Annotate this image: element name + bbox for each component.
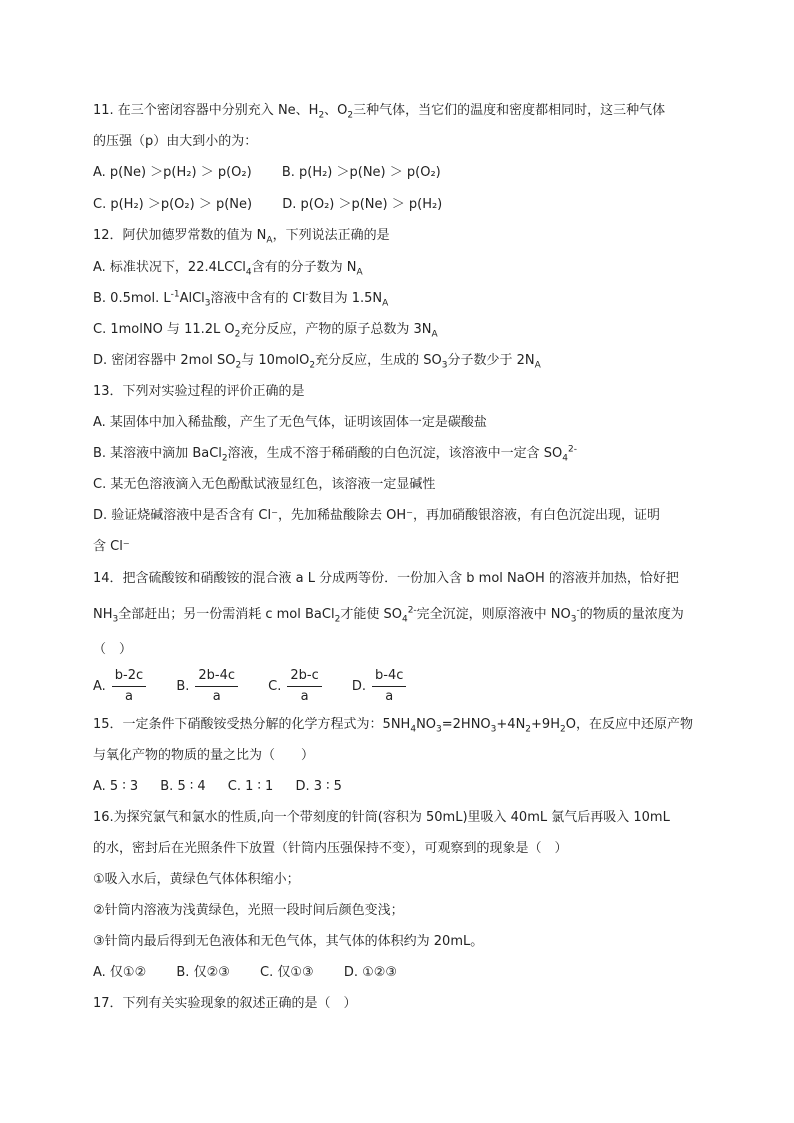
- q11-options-cd: [93, 195, 468, 215]
- q16-stem-line1: 16.为探究氯气和氯水的性质,向一个带刻度的针筒(容积为 50mL)里吸入 40mL 氯气后再吸入 10mL: [93, 810, 670, 825]
- q13-option-b: B. 某溶液中滴加 BaCl$_2$溶液，生成不溶于稀硝酸的白色沉淀，该溶液中一定含 $SO_4^{2-}$: [93, 444, 577, 464]
- q11-options-ab: [93, 163, 467, 183]
- q14-option-d: D. $\frac{b-4c}{a}$: [352, 668, 433, 705]
- q15-option-c: C. 1 ∶ 1: [227, 779, 274, 794]
- q12-option-d: D. 密闭容器中 2mol $SO_2$与 10molO$_2$充分反应，生成的 $SO_3$分子数少于 $2N_A$: [93, 353, 541, 371]
- q12-option-a: A. 标准状况下，22.4LCCl$_4$含有的分子数为 $N_A$: [93, 260, 363, 278]
- q11-option-b: B. p(H₂) ＞p(Ne) ＞ p(O₂): [281, 165, 441, 180]
- fraction: $\frac{b-4c}{a}$: [372, 668, 406, 705]
- q16-option-c: C. 仅①③: [260, 965, 314, 980]
- q15-option-a: A. 5 ∶ 3: [93, 779, 139, 794]
- q14-blank: （ ）: [93, 642, 133, 657]
- q16-options: [93, 963, 423, 983]
- q13-option-d-line2: 含 Cl⁻: [93, 539, 130, 554]
- q16-stem-line2: 的水，密封后在光照条件下放置（针筒内压强保持不变），可观察到的现象是（ ）: [93, 841, 568, 856]
- q11-option-d: D. p(O₂) ＞p(Ne) ＞ p(H₂): [282, 197, 443, 212]
- q14-option-c: C. $\frac{2b-c}{a}$: [268, 668, 348, 705]
- fraction: $\frac{2b-c}{a}$: [287, 668, 321, 705]
- q11-option-c: C. p(H₂) ＞p(O₂) ＞ p(Ne): [93, 197, 253, 212]
- q14-option-a: A. $\frac{b-2c}{a}$: [93, 668, 172, 705]
- q15-stem-line1: 15．一定条件下硝酸铵受热分解的化学方程式为：$5NH_4NO_3=2HNO_3+4N_2+9H_2O$，在反应中还原产物: [93, 717, 693, 735]
- q14-stem-line2: $NH_3$全部赶出；另一份需消耗 c mol BaCl$_2$才能使 $SO_4^{2-}$完全沉淀，则原溶液中 $NO_3^-$的物质的量浓度为: [93, 605, 684, 625]
- q13-option-a: A. 某固体中加入稀盐酸，产生了无色气体，证明该固体一定是碳酸盐: [93, 415, 487, 430]
- q14-options: [93, 668, 432, 705]
- q17-stem: 17．下列有关实验现象的叙述正确的是（ ）: [93, 996, 357, 1011]
- q14-option-b: B. $\frac{2b-4c}{a}$: [176, 668, 264, 705]
- q16-item-1: ①吸入水后，黄绿色气体体积缩小；: [93, 872, 300, 887]
- q12-option-c: C. 1molNO 与 11.2L $O_2$充分反应，产物的原子总数为 $3N_A$: [93, 322, 438, 340]
- q13-option-c: C. 某无色溶液滴入无色酚酞试液显红色，该溶液一定显碱性: [93, 477, 436, 492]
- q16-item-3: ③针筒内最后得到无色液体和无色气体，其气体的体积约为 20mL。: [93, 934, 484, 949]
- q16-option-b: B. 仅②③: [176, 965, 230, 980]
- q16-item-2: ②针筒内溶液为浅黄绿色，光照一段时间后颜色变浅；: [93, 903, 404, 918]
- q16-option-d: D. ①②③: [343, 965, 398, 980]
- q11-option-a: A. p(Ne) ＞p(H₂) ＞ p(O₂): [93, 165, 252, 180]
- fraction: $\frac{b-2c}{a}$: [112, 668, 146, 705]
- q14-stem-line1: 14．把含硫酸铵和硝酸铵的混合液 a L 分成两等份．一份加入含 b mol NaOH 的溶液并加热，恰好把: [93, 571, 679, 586]
- q13-stem: 13．下列对实验过程的评价正确的是: [93, 384, 305, 399]
- q15-options: [93, 777, 360, 797]
- q11-stem-line1: 11. 在三个密闭容器中分别充入 Ne、$H_2$、$O_2$三种气体，当它们的温度和密度都相同时，这三种气体: [93, 103, 666, 121]
- q11-stem-line2: 的压强（p）由大到小的为：: [93, 134, 258, 149]
- q12-stem: 12．阿伏加德罗常数的值为 $N_A$，下列说法正确的是: [93, 228, 390, 246]
- q16-option-a: A. 仅①②: [93, 965, 147, 980]
- q12-option-b: B. 0.5mol. $L^{-1}AlCl_3$溶液中含有的 Cl-数目为 $1.5N_A$: [93, 289, 389, 309]
- q15-option-d: D. 3 ∶ 5: [295, 779, 342, 794]
- fraction: $\frac{2b-4c}{a}$: [195, 668, 238, 705]
- q15-stem-line2: 与氧化产物的物质的量之比为（ ）: [93, 748, 315, 763]
- q15-option-b: B. 5 ∶ 4: [160, 779, 206, 794]
- q13-option-d-line1: D. 验证烧碱溶液中是否含有 Cl⁻，先加稀盐酸除去 OH⁻，再加硝酸银溶液，有白色沉淀出现，证明: [93, 508, 660, 523]
